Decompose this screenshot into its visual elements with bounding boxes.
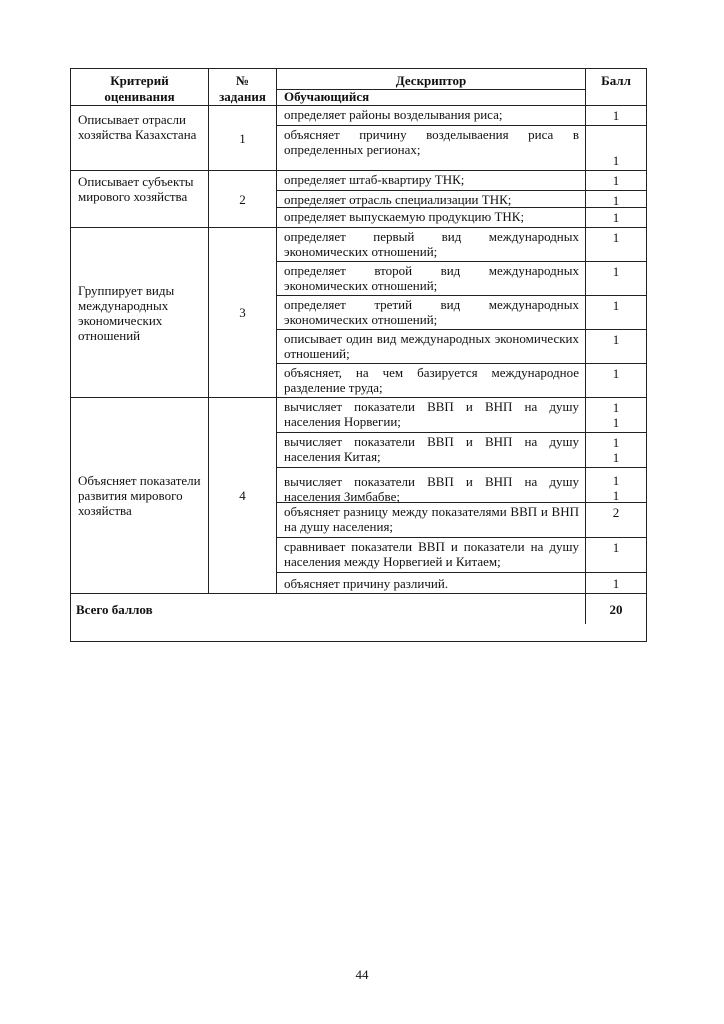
score-cell: 1 [585,170,646,190]
score-cell: 1 [585,190,646,207]
header-task-line2: задания [208,89,276,105]
criterion-cell: Объясняет показатели развития мирового хозяйства [71,397,208,593]
score-value: 1 [612,488,620,503]
descriptor-cell: объясняет причину различий. [276,572,585,593]
descriptor-cell: вычисляет показатели ВВП и ВНП на душу населения Норвегии; [276,397,585,432]
score-cell: 1 [585,537,646,572]
header-criterion-line2: оценивания [104,89,175,104]
header-score-blank [585,89,646,105]
score-cell: 1 [585,227,646,261]
task-number: 4 [208,397,276,593]
descriptor-cell: определяет первый вид международных экономических отношений; [276,227,585,261]
descriptor-cell: определяет отрасль специализации ТНК; [276,190,585,207]
criterion-cell: Описывает субъекты мирового хозяйства [71,170,208,227]
score-cell: 2 [585,502,646,537]
header-descriptor: Дескриптор [276,69,585,89]
assessment-rubric-table [70,68,647,642]
descriptor-cell: вычисляет показатели ВВП и ВНП на душу населения Китая; [276,432,585,467]
descriptor-cell: сравнивает показатели ВВП и показатели на душу населения между Норвегией и Китаем; [276,537,585,572]
descriptor-cell: описывает один вид международных экономических отношений; [276,329,585,363]
score-cell [585,467,646,502]
score-cell [585,397,646,432]
descriptor-cell: определяет второй вид международных экономических отношений; [276,261,585,295]
header-descriptor-sub: Обучающийся [276,89,585,105]
descriptor-cell: определяет штаб-квартиру ТНК; [276,170,585,190]
descriptor-cell: объясняет разницу между показателями ВВП и ВНП на душу населения; [276,502,585,537]
descriptor-cell: объясняет причину возделываения риса в определенных регионах; [276,125,585,170]
task-number: 2 [208,170,276,227]
score-value: 1 [612,450,620,465]
page-number: 44 [355,967,369,982]
score-cell: 1 [585,105,646,125]
header-task-line1: № [208,69,276,89]
score-value: 1 [612,415,620,430]
descriptor-cell: определяет третий вид международных экономических отношений; [276,295,585,329]
total-label: Всего баллов [71,593,585,624]
score-cell: 1 [585,125,646,170]
task-number: 1 [208,105,276,170]
descriptor-cell: определяет выпускаемую продукцию ТНК; [276,207,585,227]
score-value: 1 [612,435,620,450]
total-value: 20 [585,593,646,624]
score-value: 1 [612,473,620,488]
task-number: 3 [208,227,276,397]
score-cell: 1 [585,329,646,363]
score-cell: 1 [585,261,646,295]
criterion-cell: Описывает отрасли хозяйства Казахстана [71,105,208,170]
score-value: 1 [612,400,620,415]
descriptor-cell: объясняет, на чем базируется международное разделение труда; [276,363,585,397]
score-cell [585,432,646,467]
score-cell: 1 [585,207,646,227]
header-criterion-line1: Критерий [110,73,169,88]
descriptor-cell: вычисляет показатели ВВП и ВНП на душу населения Зимбабве; [276,467,585,502]
score-cell: 1 [585,295,646,329]
header-score: Балл [585,69,646,89]
score-cell: 1 [585,572,646,593]
score-cell: 1 [585,363,646,397]
criterion-cell: Группирует виды международных экономических отношений [71,227,208,397]
descriptor-cell: определяет районы возделывания риса; [276,105,585,125]
